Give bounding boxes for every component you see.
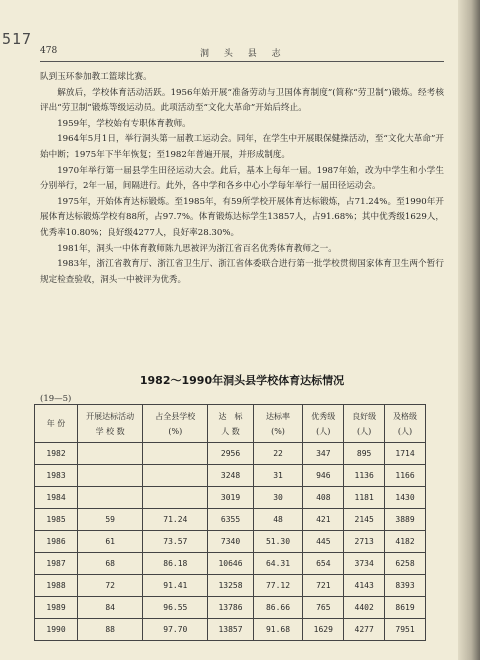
- table-cell: 2713: [344, 531, 385, 553]
- paragraph: 1959年，学校始有专职体育教师。: [57, 118, 191, 129]
- table-cell: 6258: [385, 553, 426, 575]
- table-cell: 48: [253, 509, 303, 531]
- table-cell: 3248: [208, 465, 253, 487]
- table-cell: 946: [303, 465, 344, 487]
- table-cell: 7340: [208, 531, 253, 553]
- table-cell: 88: [78, 619, 143, 641]
- table-cell: 84: [78, 597, 143, 619]
- table-cell: 13857: [208, 619, 253, 641]
- table-cell: 13258: [208, 575, 253, 597]
- table-cell: 4143: [344, 575, 385, 597]
- table-cell: 1984: [35, 487, 78, 509]
- book-title: 洞 头 县 志: [200, 49, 287, 59]
- table-cell: 86.66: [253, 597, 303, 619]
- table-cell: 96.55: [143, 597, 208, 619]
- table-cell: 3019: [208, 487, 253, 509]
- table-cell: 13786: [208, 597, 253, 619]
- table-cell: 1989: [35, 597, 78, 619]
- page-header: [40, 44, 444, 62]
- table-cell: 1985: [35, 509, 78, 531]
- table-cell: 31: [253, 465, 303, 487]
- table-cell: 721: [303, 575, 344, 597]
- paragraph: 1983年，浙江省教育厅、浙江省卫生厅、浙江省体委联合进行第一批学校贯彻国家体育卫生两个暂行规定检查验收，洞头一中被评为优秀。: [40, 259, 444, 285]
- table-cell: 1982: [35, 443, 78, 465]
- body-text: [40, 70, 444, 288]
- table-cell: 61: [78, 531, 143, 553]
- table-cell: 1714: [385, 443, 426, 465]
- table-cell: 77.12: [253, 575, 303, 597]
- table-cell: 91.41: [143, 575, 208, 597]
- col-header-qualified: 达 标 人 数: [208, 405, 253, 443]
- table-cell: [143, 465, 208, 487]
- col-header-rate: 达标率 (%): [253, 405, 303, 443]
- table-cell: 91.68: [253, 619, 303, 641]
- table-cell: 1629: [303, 619, 344, 641]
- table-cell: 68: [78, 553, 143, 575]
- col-header-schools: 开展达标活动 学 校 数: [78, 405, 143, 443]
- table-cell: 1430: [385, 487, 426, 509]
- table-cell: 4277: [344, 619, 385, 641]
- col-header-excellent: 优秀级 (人): [303, 405, 344, 443]
- corner-page-mark: 517: [2, 30, 33, 48]
- table-row: [35, 619, 426, 641]
- table-row: [35, 553, 426, 575]
- table-cell: 1181: [344, 487, 385, 509]
- table-cell: [78, 487, 143, 509]
- book-spine-shadow: [458, 0, 480, 660]
- table-cell: 8393: [385, 575, 426, 597]
- table-title: 1982～1990年洞头县学校体育达标情况: [139, 374, 345, 387]
- table-row: [35, 597, 426, 619]
- table-cell: 654: [303, 553, 344, 575]
- table-cell: 30: [253, 487, 303, 509]
- table-cell: 1990: [35, 619, 78, 641]
- table-cell: 408: [303, 487, 344, 509]
- table-row: [35, 509, 426, 531]
- table-cell: 6355: [208, 509, 253, 531]
- table-cell: 895: [344, 443, 385, 465]
- table-cell: 73.57: [143, 531, 208, 553]
- paragraph: 1975年，开始体育达标锻炼。至1985年，有59所学校开展体育达标锻炼，占71.24%。至1990年开展体育达标锻炼学校有88所，占97.7%。体育锻炼达标学生13857人，占91.68%；其中优秀级1629人，优秀率10.80%；良好级4277人，良好率28.30%。: [40, 196, 444, 238]
- table-cell: 1136: [344, 465, 385, 487]
- table-cell: [143, 443, 208, 465]
- paragraph: 1964年5月1日，举行洞头第一届教工运动会。同年，在学生中开展眼保健操活动，至“文化大革命”开始中断；1975年下半年恢复；至1982年普遍开展，并形成制度。: [40, 134, 444, 160]
- col-header-pass: 及格级 (人): [385, 405, 426, 443]
- table-cell: 4182: [385, 531, 426, 553]
- table-cell: 421: [303, 509, 344, 531]
- table-cell: 10646: [208, 553, 253, 575]
- table-cell: 59: [78, 509, 143, 531]
- page-number: 478: [40, 46, 58, 56]
- table-cell: 71.24: [143, 509, 208, 531]
- table-cell: 2145: [344, 509, 385, 531]
- table-cell: 4402: [344, 597, 385, 619]
- table-row: [35, 443, 426, 465]
- header-rule: [40, 61, 444, 62]
- table-header-row: [35, 405, 426, 443]
- paragraph: 队到玉环参加教工篮球比赛。: [40, 72, 152, 82]
- table-cell: [78, 443, 143, 465]
- sports-standard-table: [34, 404, 426, 641]
- table-cell: 51.30: [253, 531, 303, 553]
- table-row: [35, 531, 426, 553]
- table-cell: 1983: [35, 465, 78, 487]
- table-cell: 765: [303, 597, 344, 619]
- table-cell: 445: [303, 531, 344, 553]
- table-cell: 1986: [35, 531, 78, 553]
- table-cell: 97.70: [143, 619, 208, 641]
- col-header-school-percent: 占全县学校 (%): [143, 405, 208, 443]
- col-header-good: 良好级 (人): [344, 405, 385, 443]
- table-code: (19—5): [40, 394, 72, 404]
- table-cell: 64.31: [253, 553, 303, 575]
- table-cell: [143, 487, 208, 509]
- col-header-year: 年 份: [35, 405, 78, 443]
- table-row: [35, 487, 426, 509]
- table-cell: 2956: [208, 443, 253, 465]
- table-cell: 1987: [35, 553, 78, 575]
- paragraph: 解放后，学校体育活动活跃。1956年始开展“准备劳动与卫国体育制度”(简称“劳卫制”)锻炼。经考核评出“劳卫制”锻炼等级运动员。此项活动至“文化大革命”开始后终止。: [40, 87, 444, 114]
- table-cell: 1988: [35, 575, 78, 597]
- table-row: [35, 575, 426, 597]
- table-cell: 8619: [385, 597, 426, 619]
- paragraph: 1981年，洞头一中体育教师陈九思被评为浙江省百名优秀体育教师之一。: [57, 243, 337, 254]
- table-cell: 7951: [385, 619, 426, 641]
- table-body: [35, 443, 426, 641]
- table-cell: 72: [78, 575, 143, 597]
- table-cell: 3734: [344, 553, 385, 575]
- table-cell: 86.18: [143, 553, 208, 575]
- table-cell: 3889: [385, 509, 426, 531]
- table-cell: 1166: [385, 465, 426, 487]
- table-cell: [78, 465, 143, 487]
- table-row: [35, 465, 426, 487]
- paragraph: 1970年举行第一届县学生田径运动大会。此后，基本上每年一届。1987年始，改为中学生和小学生分别举行，2年一届，间隔进行。此外，各中学和各乡中心小学每年举行一届田径运动会。: [40, 165, 444, 192]
- table-cell: 347: [303, 443, 344, 465]
- table-cell: 22: [253, 443, 303, 465]
